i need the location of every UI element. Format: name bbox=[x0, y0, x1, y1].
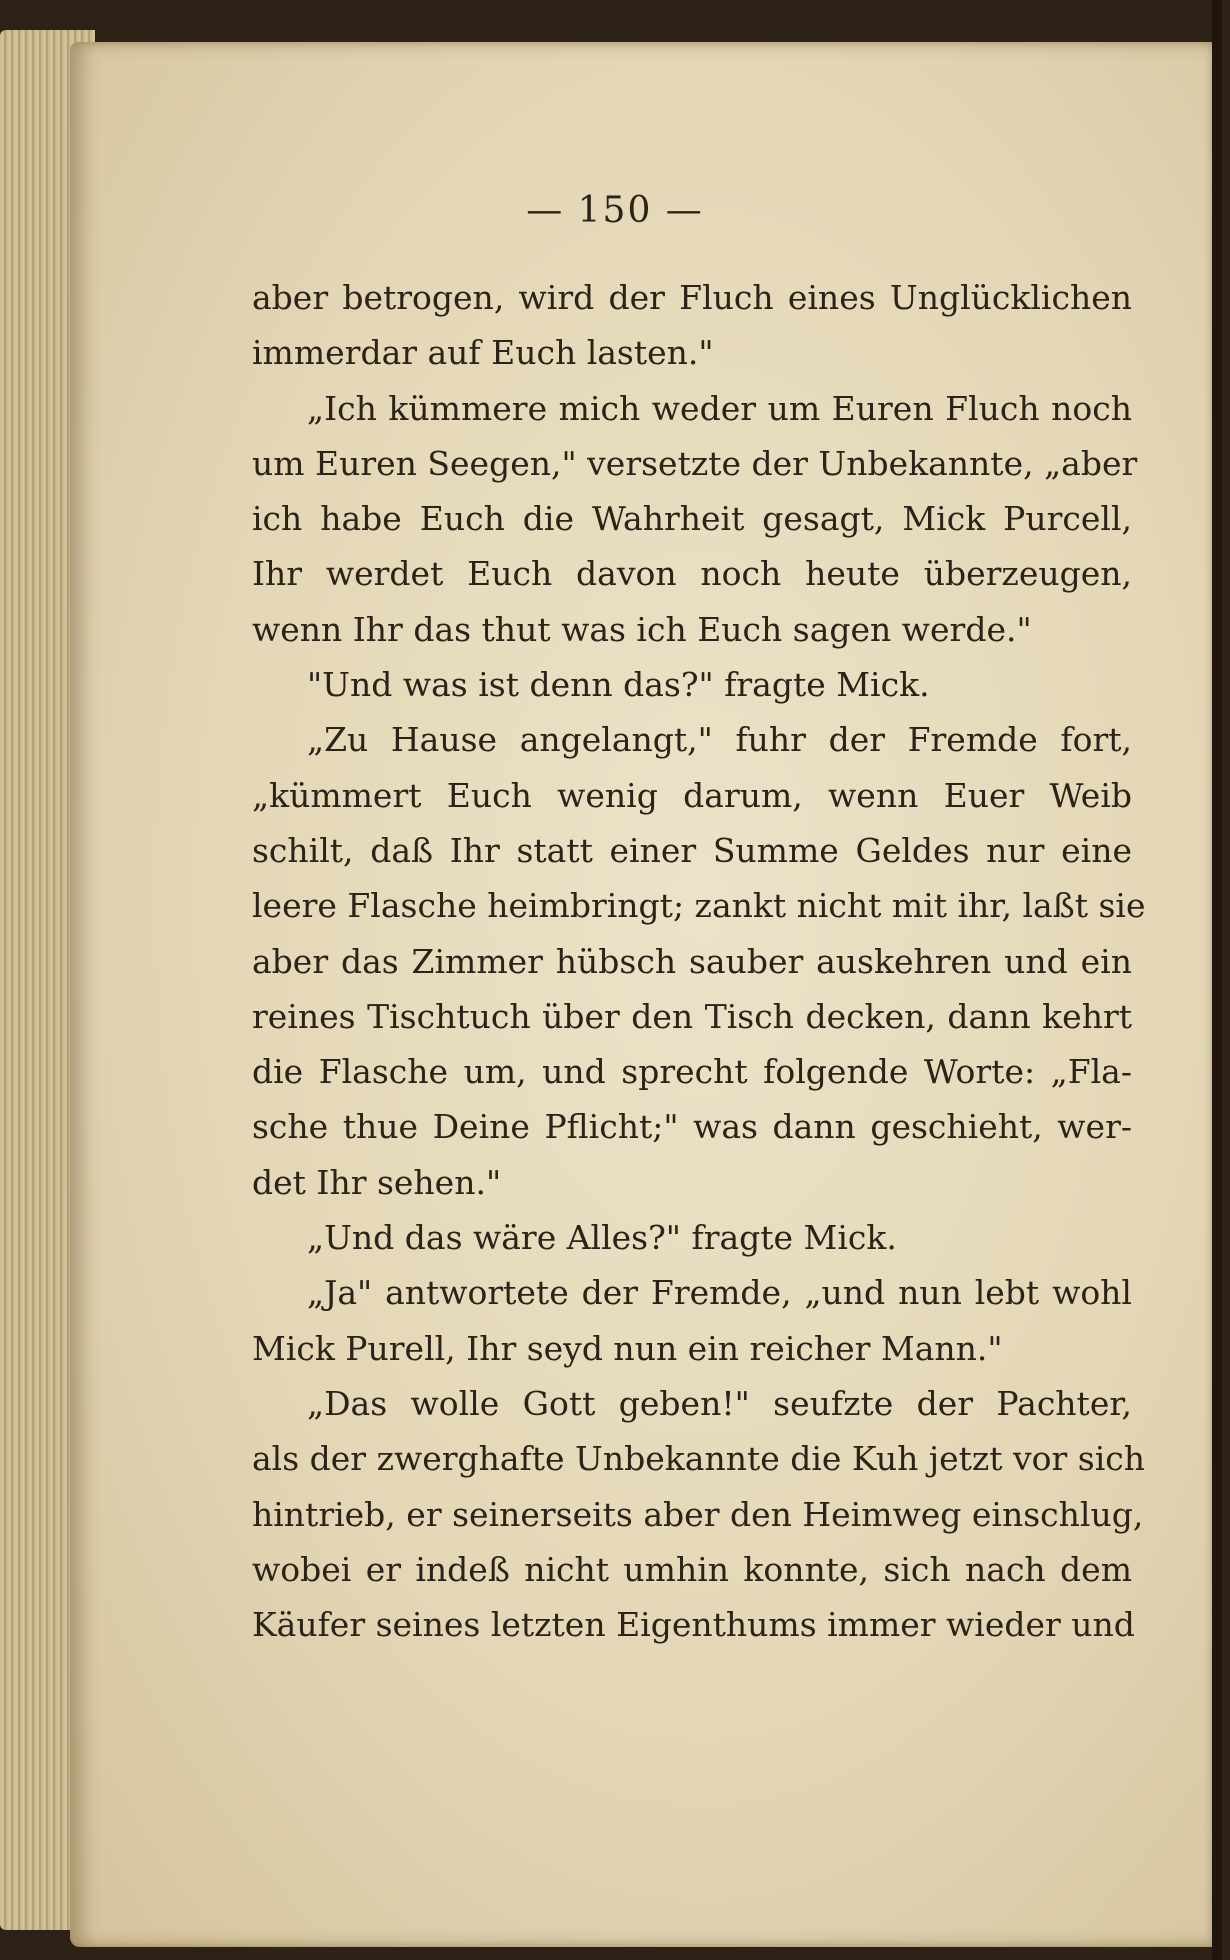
text-line: hintrieb, er seinerseits aber den Heimweg einschlug, bbox=[252, 1494, 1144, 1534]
text-line: die Flasche um, und sprecht folgende Worte: „Fla- bbox=[252, 1052, 1132, 1092]
text-line: immerdar auf Euch lasten." bbox=[252, 333, 714, 373]
text-line: wenn Ihr das thut was ich Euch sagen werde." bbox=[252, 609, 1032, 649]
page-number: — 150 — bbox=[526, 190, 704, 231]
text-line: „Ja" antwortete der Fremde, „und nun lebt wohl bbox=[307, 1273, 1132, 1313]
text-line: Ihr werdet Euch davon noch heute überzeugen, bbox=[252, 554, 1132, 594]
text-line: sche thue Deine Pflicht;" was dann geschieht, wer- bbox=[252, 1107, 1132, 1147]
text-line: als der zwerghafte Unbekannte die Kuh jetzt vor sich bbox=[252, 1439, 1146, 1479]
text-line: „Das wolle Gott geben!" seufzte der Pachter, bbox=[307, 1383, 1132, 1423]
text-line: um Euren Seegen," versetzte der Unbekannte, „aber bbox=[252, 443, 1138, 483]
text-line: „Zu Hause angelangt," fuhr der Fremde fort, bbox=[307, 720, 1132, 760]
text-line: „kümmert Euch wenig darum, wenn Euer Weib bbox=[252, 775, 1132, 815]
text-line: aber das Zimmer hübsch sauber auskehren und ein bbox=[252, 941, 1132, 981]
text-line: „Und das wäre Alles?" fragte Mick. bbox=[307, 1218, 897, 1258]
text-line: reines Tischtuch über den Tisch decken, dann kehrt bbox=[252, 996, 1132, 1036]
text-line: leere Flasche heimbringt; zankt nicht mit ihr, laßt sie bbox=[252, 886, 1146, 926]
page-right-edge bbox=[1212, 0, 1222, 1960]
text-line: ich habe Euch die Wahrheit gesagt, Mick Purcell, bbox=[252, 499, 1132, 539]
text-line: aber betrogen, wird der Fluch eines Unglücklichen bbox=[252, 278, 1132, 317]
text-line: schilt, daß Ihr statt einer Summe Geldes nur eine bbox=[252, 830, 1132, 870]
text-line: Mick Purell, Ihr seyd nun ein reicher Mann." bbox=[252, 1328, 1003, 1368]
text-line: wobei er indeß nicht umhin konnte, sich nach dem bbox=[252, 1549, 1132, 1589]
text-line: det Ihr sehen." bbox=[252, 1162, 502, 1202]
text-line: „Ich kümmere mich weder um Euren Fluch noch bbox=[307, 388, 1132, 428]
text-line: "Und was ist denn das?" fragte Mick. bbox=[307, 665, 930, 705]
text-line: Käufer seines letzten Eigenthums immer wieder und bbox=[252, 1605, 1135, 1645]
body-text bbox=[252, 270, 1146, 1652]
